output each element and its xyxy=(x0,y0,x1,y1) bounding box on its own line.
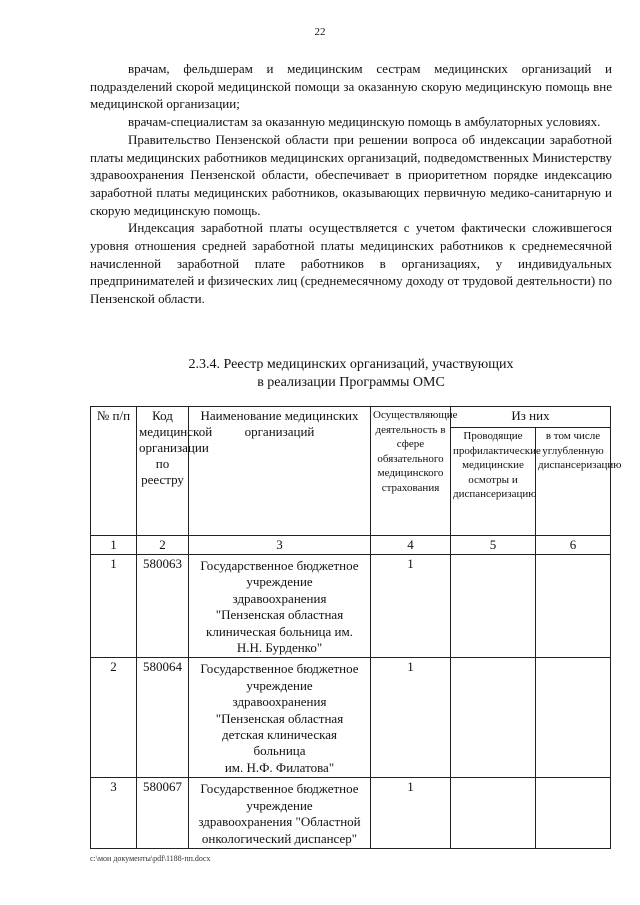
org-name xyxy=(189,778,371,849)
section-title-line: в реализации Программы ОМС xyxy=(257,375,445,390)
in-depth-flag xyxy=(536,658,611,778)
footer-file-path: c:\мои документы\pdf\1188-пп.docx xyxy=(90,854,211,863)
paragraph: Индексация заработной платы осуществляется с учетом фактически сложившегося уровня отношения средней заработной платы медицинских работников к среднемесячной начисленной заработной плате работников в организациях, у индивидуальных предпринимателей и физических лиц (среднемесячному доходу от трудовой деятельности) по Пензенской области. xyxy=(90,220,612,307)
org-name-line: онкологический диспансер" xyxy=(201,830,358,846)
table-row xyxy=(91,658,611,778)
oms-flag: 1 xyxy=(371,555,451,658)
in-depth-flag xyxy=(536,555,611,658)
header-num: № п/п xyxy=(91,407,137,536)
org-name-line: здравоохранения "Областной xyxy=(198,814,361,830)
org-code: 580064 xyxy=(137,658,189,778)
org-name-line: клиническая больница им. xyxy=(206,623,353,639)
org-name-line: "Пензенская областная xyxy=(215,607,344,623)
column-number-row xyxy=(91,536,611,555)
row-number: 2 xyxy=(91,658,137,778)
column-number: 6 xyxy=(536,536,611,555)
table-row xyxy=(91,778,611,849)
prophylactic-flag xyxy=(451,658,536,778)
registry-table xyxy=(90,406,622,849)
section-title-line: 2.3.4. Реестр медицинских организаций, участвующих xyxy=(188,357,514,372)
org-name-line: детская клиническая xyxy=(221,727,338,743)
org-name-line: им. Н.Ф. Филатова" xyxy=(224,759,335,775)
row-number: 3 xyxy=(91,778,137,849)
header-oms: Осуществляющие деятельность в сфере обязательного медицинского страхования xyxy=(371,407,451,536)
table-row xyxy=(91,555,611,658)
page-number: 22 xyxy=(314,26,326,38)
paragraph: врачам, фельдшерам и медицинским сестрам медицинских организаций и подразделений скорой медицинской помощи за оказанную скорую медицинскую помощь вне медицинской организации; xyxy=(90,61,612,112)
in-depth-flag xyxy=(536,778,611,849)
org-name-line: Государственное бюджетное xyxy=(200,661,359,677)
header-code: Код медицинской организации по реестру xyxy=(137,407,189,536)
column-number: 3 xyxy=(189,536,371,555)
paragraph: Правительство Пензенской области при решении вопроса об индексации заработной платы медицинских работников медицинских организаций, подведомственных Министерству здравоохранения Пензенской области, обеспечивает в приоритетном порядке индексацию заработной платы медицинских работников, оказывающих первичную медико-санитарную и скорую медицинскую помощь. xyxy=(90,131,612,218)
column-number: 4 xyxy=(371,536,451,555)
org-name-line: Государственное бюджетное xyxy=(200,781,359,797)
org-name-line: Государственное бюджетное xyxy=(200,558,359,573)
body-text xyxy=(90,60,612,308)
column-number: 2 xyxy=(137,536,189,555)
org-name-line: учреждение xyxy=(246,797,313,813)
org-name-line: здравоохранения xyxy=(232,694,327,710)
oms-flag: 1 xyxy=(371,658,451,778)
org-code: 580063 xyxy=(137,555,189,658)
org-name xyxy=(189,658,371,778)
column-number: 5 xyxy=(451,536,536,555)
org-name-line: учреждение xyxy=(246,677,313,693)
prophylactic-flag xyxy=(451,778,536,849)
header-in-depth: в том числе углубленную диспансеризацию xyxy=(536,428,611,536)
header-prophylactic: Проводящие профилактические медицинские осмотры и диспансеризацию xyxy=(451,428,536,536)
paragraph: врачам-специалистам за оказанную медицинскую помощь в амбулаторных условиях. xyxy=(128,114,601,130)
oms-flag: 1 xyxy=(371,778,451,849)
header-name: Наименование медицинских организаций xyxy=(189,407,371,536)
org-name-line: Н.Н. Бурденко" xyxy=(236,640,323,656)
org-name-line: здравоохранения xyxy=(232,590,327,606)
org-name-line: больница xyxy=(253,743,306,759)
section-title xyxy=(90,356,612,392)
org-code: 580067 xyxy=(137,778,189,849)
header-of-them: Из них xyxy=(451,407,611,428)
column-number: 1 xyxy=(91,536,137,555)
org-name-line: учреждение xyxy=(246,574,313,590)
org-name-line: "Пензенская областная xyxy=(215,710,344,726)
prophylactic-flag xyxy=(451,555,536,658)
row-number: 1 xyxy=(91,555,137,658)
org-name xyxy=(189,555,371,658)
